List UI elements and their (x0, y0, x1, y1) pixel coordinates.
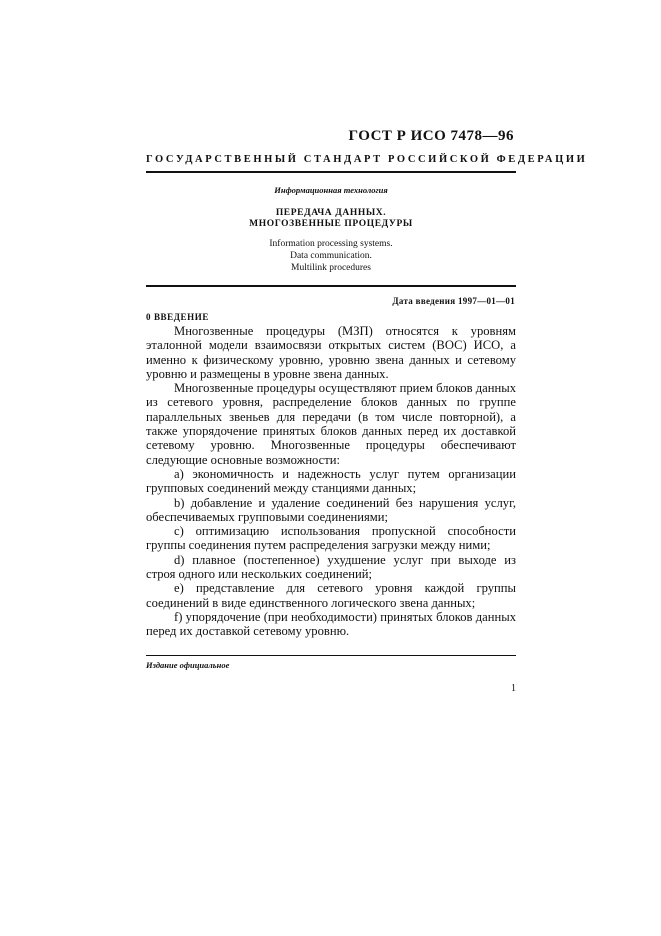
list-item: c) оптимизацию использования пропускной способности группы соединения путем распределения загрузки между ними; (146, 524, 516, 553)
title-ru-line: ПЕРЕДАЧА ДАННЫХ. (275, 208, 387, 218)
section-heading: 0 ВВЕДЕНИЕ (146, 312, 209, 322)
page-number: 1 (511, 683, 516, 694)
subject-line: Информационная технология (274, 185, 388, 195)
document-title-en (146, 238, 516, 274)
body-text (146, 324, 516, 639)
title-en-line: Multilink procedures (291, 263, 371, 273)
list-item: e) представление для сетевого уровня каждой группы соединений в виде единственного логического звена данных; (146, 581, 516, 610)
paragraph: Многозвенные процедуры осуществляют прием блоков данных из сетевого уровня, распределение блоков данных по группе параллельных звеньев для передачи (в том числе повторной), а также упорядочение принятых блоков данных перед их доставкой сетевому уровню. Многозвенные процедуры обеспечивают следующие основные возможности: (146, 381, 516, 467)
list-item: а) экономичность и надежность услуг путем организации групповых соединений между станциями данных; (146, 466, 516, 496)
title-en-line: Information processing systems. (269, 239, 393, 249)
title-block-rule (146, 285, 516, 287)
list-item: f) упорядочение (при необходимости) принятых блоков данных перед их доставкой сетевому уровню. (146, 609, 516, 639)
title-ru-line: МНОГОЗВЕННЫЕ ПРОЦЕДУРЫ (249, 219, 413, 229)
document-number: ГОСТ Р ИСО 7478—96 (348, 128, 514, 144)
footer-rule (146, 655, 516, 656)
paragraph: Многозвенные процедуры (МЗП) относятся к уровням эталонной модели взаимосвязи открытых систем (ВОС) ИСО, а именно к физическому уровню, уровню звена данных и сетевому уровню и размещены в уровне звена данных. (146, 324, 516, 381)
edition-note: Издание официальное (146, 660, 230, 670)
list-item: d) плавное (постепенное) ухудшение услуг при выходе из строя одного или нескольких соединений; (146, 552, 516, 582)
list-item: b) добавление и удаление соединений без нарушения услуг, обеспечиваемых групповыми соединениями; (146, 495, 516, 524)
title-en-line: Data communication. (290, 251, 372, 261)
document-title-ru (146, 208, 516, 230)
introduction-date: Дата введения 1997—01—01 (392, 296, 515, 306)
standard-title: ГОСУДАРСТВЕННЫЙ СТАНДАРТ РОССИЙСКОЙ ФЕДЕРАЦИИ (146, 154, 588, 165)
header-rule (146, 171, 516, 173)
